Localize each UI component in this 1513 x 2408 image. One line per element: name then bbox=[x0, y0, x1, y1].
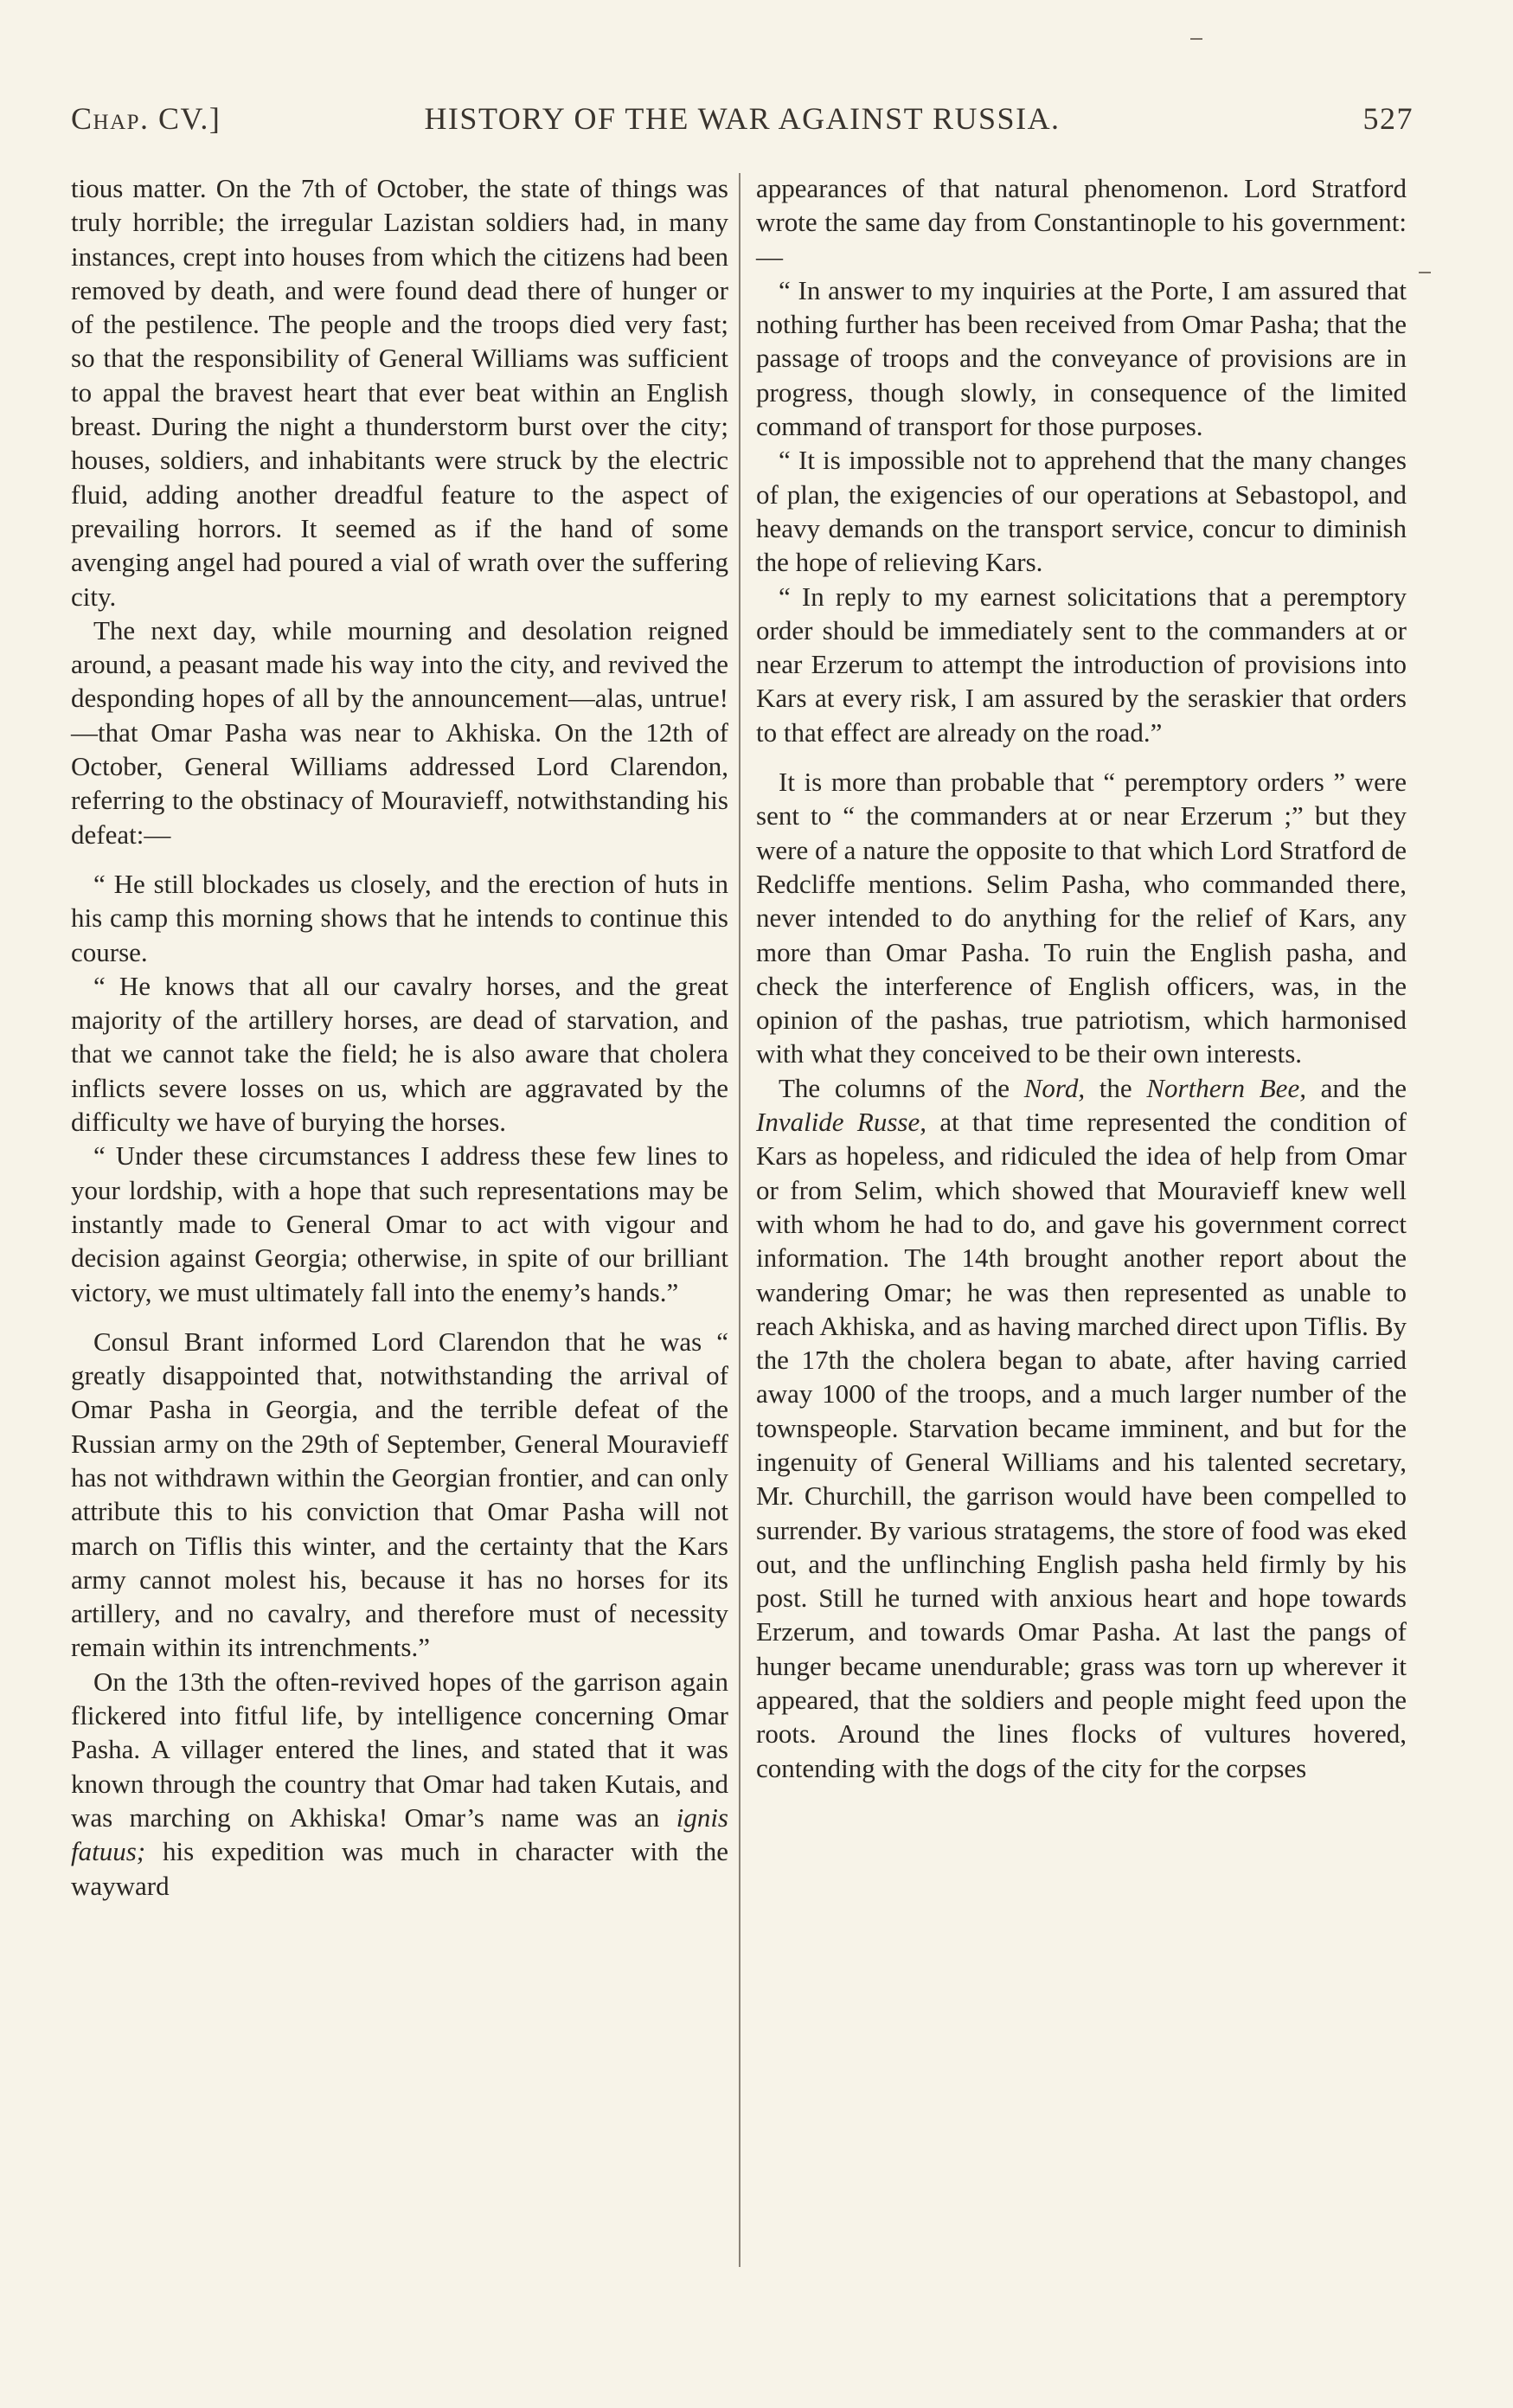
text-run: his expedition was much in character with the wayward bbox=[71, 1836, 728, 1901]
page-number: 527 bbox=[1362, 101, 1414, 136]
running-header bbox=[71, 93, 1414, 145]
quotation-paragraph: “ He knows that all our cavalry horses, and the great majority of the artillery horses, are dead of starvation, and that we cannot take the field; he is also aware that cholera inflicts severe losses on us, which are aggravated by the difficulty we have of burying the horses. bbox=[71, 970, 728, 1138]
text-run: and the bbox=[1320, 1072, 1407, 1103]
chapter-label: Chap. CV.] bbox=[71, 101, 221, 136]
left-column bbox=[71, 171, 728, 1903]
quotation-paragraph: “ In reply to my earnest solicitations that a peremptory order should be immediately sent to the commanders at or near Erzerum to attempt the introduction of provisions into Kars at every risk, I am assured by the seraskier that orders to that effect are already on the road.” bbox=[756, 581, 1407, 748]
italic-phrase: ignis fatuus; bbox=[71, 1801, 728, 1867]
paragraph: The next day, while mourning and desolation reigned around, a peasant made his way into the city, and revived the desponding hopes of all by the announcement—alas, untrue!—that Omar Pasha was near to Akhiska. On the 12th of October, General Williams addressed Lord Clarendon, referring to the obstinacy of Mouravieff, notwithstanding his defeat:— bbox=[71, 614, 728, 850]
italic-title-nord: Nord, bbox=[1023, 1072, 1086, 1103]
italic-title-invalide-russe: Invalide Russe, bbox=[756, 1107, 926, 1138]
column-divider bbox=[739, 173, 740, 2267]
italic-title-northern-bee: Northern Bee, bbox=[1146, 1072, 1306, 1103]
right-column bbox=[756, 171, 1407, 1785]
quotation-paragraph: “ In answer to my inquiries at the Porte, I am assured that nothing further has been received from Omar Pasha; that the passage of troops and the conveyance of provisions are in progress, though slowly, in consequence of the limited command of transport for those purposes. bbox=[756, 274, 1407, 442]
text-run: the bbox=[1099, 1072, 1132, 1103]
paragraph bbox=[756, 1071, 1407, 1785]
quotation-paragraph: “ Under these circumstances I address these few lines to your lordship, with a hope that such representations may be instantly made to General Omar to act with vigour and decision against Georgia; otherwise, in spite of our brilliant victory, we must ultimately fall into the enemy’s hands.” bbox=[71, 1140, 728, 1307]
text-run: at that time represented the condition of Kars as hopeless, and ridiculed the idea of help from Omar or from Selim, which showed that Mouravieff knew well with whom he had to do, and gave his government correct information. The 14th brought another report about the wandering Omar; he was then represented as unable to reach Akhiska, and as having marched direct upon Tiflis. By the 17th the cholera began to abate, after having carried away 1000 of the troops, and a much larger number of the townspeople. Starvation became imminent, and but for the ingenuity of General Williams and his talented secretary, Mr. Churchill, the garrison would have been compelled to surrender. By various stratagems, the store of food was eked out, and the unflinching English pasha held firmly by his post. Still he turned with anxious heart and hope towards Erzerum, and towards Omar Pasha. At last the pangs of hunger became unendurable; grass was torn up wherever it appeared, that the soldiers and people might feed upon the roots. Around the lines flocks of vultures hovered, contending with the dogs of the city for the corpses bbox=[756, 1107, 1407, 1783]
paragraph: appearances of that natural phenomenon. Lord Stratford wrote the same day from Constantinople to his government:— bbox=[756, 173, 1407, 272]
quotation-paragraph: “ He still blockades us closely, and the erection of huts in his camp this morning shows that he intends to continue this course. bbox=[71, 868, 728, 967]
text-run: On the 13th the often-revived hopes of the garrison again flickered into fitful life, by intelligence concerning Omar Pasha. A villager entered the lines, and stated that it was known through the country that Omar had taken Kutais, and was marching on Akhiska! Omar’s name was an bbox=[71, 1666, 728, 1833]
paper-speck bbox=[1419, 272, 1431, 273]
paragraph bbox=[71, 1665, 728, 1903]
paragraph: It is more than probable that “ peremptory orders ” were sent to “ the commanders at or near Erzerum ;” but they were of a nature the opposite to that which Lord Stratford de Redcliffe mentions. Selim Pasha, who commanded there, never intended to do anything for the relief of Kars, any more than Omar Pasha. To ruin the English pasha, and check the interference of English officers, was, in the opinion of the pashas, true patriotism, which harmonised with what they conceived to be their own interests. bbox=[756, 767, 1407, 1069]
paper-speck bbox=[1190, 38, 1202, 40]
quotation-paragraph: “ It is impossible not to apprehend that the many changes of plan, the exigencies of our operations at Sebastopol, and heavy demands on the transport service, concur to diminish the hope of relieving Kars. bbox=[756, 445, 1407, 578]
running-title: HISTORY OF THE WAR AGAINST RUSSIA. bbox=[424, 101, 1061, 136]
paragraph: Consul Brant informed Lord Clarendon that he was “ greatly disappointed that, notwithstanding the arrival of Omar Pasha in Georgia, and the terrible defeat of the Russian army on the 29th of September, General Mouravieff has not withdrawn within the Georgian frontier, and can only attribute this to his conviction that Omar Pasha will not march on Tiflis this winter, and the certainty that the Kars army cannot molest his, because it has no horses for its artillery, and no cavalry, and therefore must of necessity remain within its intrenchments.” bbox=[71, 1326, 728, 1663]
text-run: The columns of the bbox=[779, 1072, 1010, 1103]
paragraph: tious matter. On the 7th of October, the state of things was truly horrible; the irregular Lazistan soldiers had, in many instances, crept into houses from which the citizens had been removed by death, and were found dead there of hunger or of the pestilence. The people and the troops died very fast; so that the responsibility of General Williams was sufficient to appal the bravest heart that ever beat within an English breast. During the night a thunderstorm burst over the city; houses, soldiers, and inhabitants were struck by the electric fluid, adding another dreadful feature to the aspect of prevailing horrors. It seemed as if the hand of some avenging angel had poured a vial of wrath over the suffering city. bbox=[71, 173, 728, 612]
